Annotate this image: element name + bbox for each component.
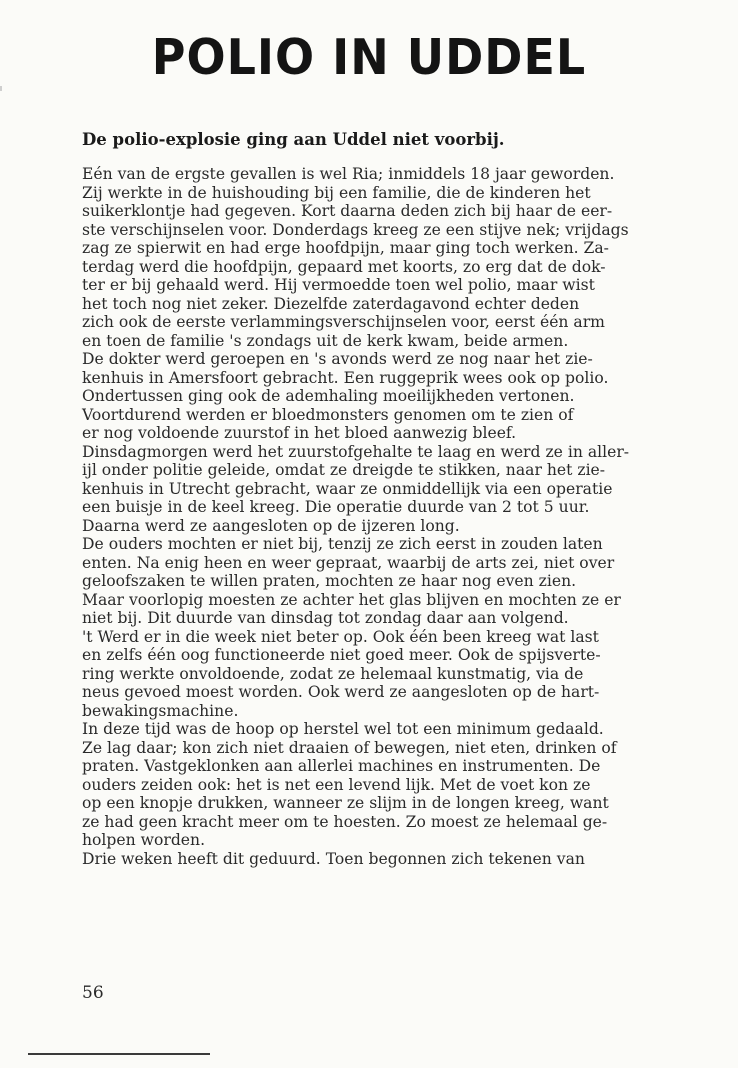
text-line: er nog voldoende zuurstof in het bloed aanwezig bleef. <box>82 424 517 442</box>
text-line: een buisje in de keel kreeg. Die operatie duurde van 2 tot 5 uur. <box>82 498 590 516</box>
footer-rule <box>28 1053 210 1055</box>
text-line: zag ze spierwit en had erge hoofdpijn, maar ging toch werken. Za- <box>82 239 609 257</box>
text-line: holpen worden. <box>82 831 206 849</box>
text-line: kenhuis in Amersfoort gebracht. Een ruggeprik wees ook op polio. <box>82 368 609 387</box>
text-line: en toen de familie 's zondags uit de kerk kwam, beide armen. <box>82 331 569 350</box>
text-line: Drie weken heeft dit geduurd. Toen begonnen zich tekenen van <box>82 849 585 868</box>
text-line: en zelfs één oog functioneerde niet goed meer. Ook de spijsverte- <box>82 646 601 664</box>
text-line: Zij werkte in de huishouding bij een familie, die de kinderen het <box>82 183 591 202</box>
text-line: De ouders mochten er niet bij, tenzij ze zich eerst in zouden laten <box>82 535 603 553</box>
text-line: op een knopje drukken, wanneer ze slijm in de longen kreeg, want <box>82 794 609 812</box>
text-line: In deze tijd was de hoop op herstel wel tot een minimum gedaald. <box>82 720 604 738</box>
text-line: het toch nog niet zeker. Diezelfde zaterdagavond echter deden <box>82 294 580 313</box>
text-line: De dokter werd geroepen en 's avonds werd ze nog naar het zie- <box>82 350 593 368</box>
text-line: ter er bij gehaald werd. Hij vermoedde toen wel polio, maar wist <box>82 276 595 294</box>
text-line: zich ook de eerste verlammingsverschijnselen voor, eerst één arm <box>82 313 605 331</box>
text-line: Ze lag daar; kon zich niet draaien of bewegen, niet eten, drinken of <box>82 738 617 757</box>
article-body <box>82 165 692 868</box>
text-line: Maar voorlopig moesten ze achter het glas blijven en mochten ze er <box>82 590 621 609</box>
text-line: Eén van de ergste gevallen is wel Ria; inmiddels 18 jaar geworden. <box>82 165 615 183</box>
text-line: ijl onder politie geleide, omdat ze dreigde te stikken, naar het zie- <box>82 461 606 479</box>
text-line: kenhuis in Utrecht gebracht, waar ze onmiddellijk via een operatie <box>82 479 613 498</box>
text-line: neus gevoed moest worden. Ook werd ze aangesloten op de hart- <box>82 683 600 701</box>
scan-edge-mark <box>0 86 2 91</box>
text-line: bewakingsmachine. <box>82 701 239 720</box>
text-line: enten. Na enig heen en weer gepraat, waarbij de arts zei, niet over <box>82 553 615 572</box>
text-line: suikerklontje had gegeven. Kort daarna deden zich bij haar de eer- <box>82 202 613 220</box>
text-line: Ondertussen ging ook de ademhaling moeilijkheden vertonen. <box>82 387 575 405</box>
page-number: 56 <box>82 983 104 1003</box>
text-line: Voortdurend werden er bloedmonsters genomen om te zien of <box>82 405 574 424</box>
text-line: ste verschijnselen voor. Donderdags kreeg ze een stijve nek; vrijdags <box>82 220 629 239</box>
text-line: 't Werd er in die week niet beter op. Ook één been kreeg wat last <box>82 627 599 646</box>
text-line: praten. Vastgeklonken aan allerlei machines en instrumenten. De <box>82 757 601 775</box>
text-line: Daarna werd ze aangesloten op de ijzeren long. <box>82 516 460 535</box>
text-line: ring werkte onvoldoende, zodat ze helemaal kunstmatig, via de <box>82 664 584 683</box>
text-line: ze had geen kracht meer om te hoesten. Zo moest ze helemaal ge- <box>82 812 608 831</box>
article-lead: De polio-explosie ging aan Uddel niet voorbij. <box>82 130 505 149</box>
text-line: terdag werd die hoofdpijn, gepaard met koorts, zo erg dat de dok- <box>82 257 606 276</box>
text-line: niet bij. Dit duurde van dinsdag tot zondag daar aan volgend. <box>82 609 569 627</box>
text-line: geloofszaken te willen praten, mochten ze haar nog even zien. <box>82 572 577 590</box>
page-title: POLIO IN UDDEL <box>151 28 587 86</box>
text-line: Dinsdagmorgen werd het zuurstofgehalte te laag en werd ze in aller- <box>82 442 630 461</box>
text-line: ouders zeiden ook: het is net een levend lijk. Met de voet kon ze <box>82 775 591 794</box>
